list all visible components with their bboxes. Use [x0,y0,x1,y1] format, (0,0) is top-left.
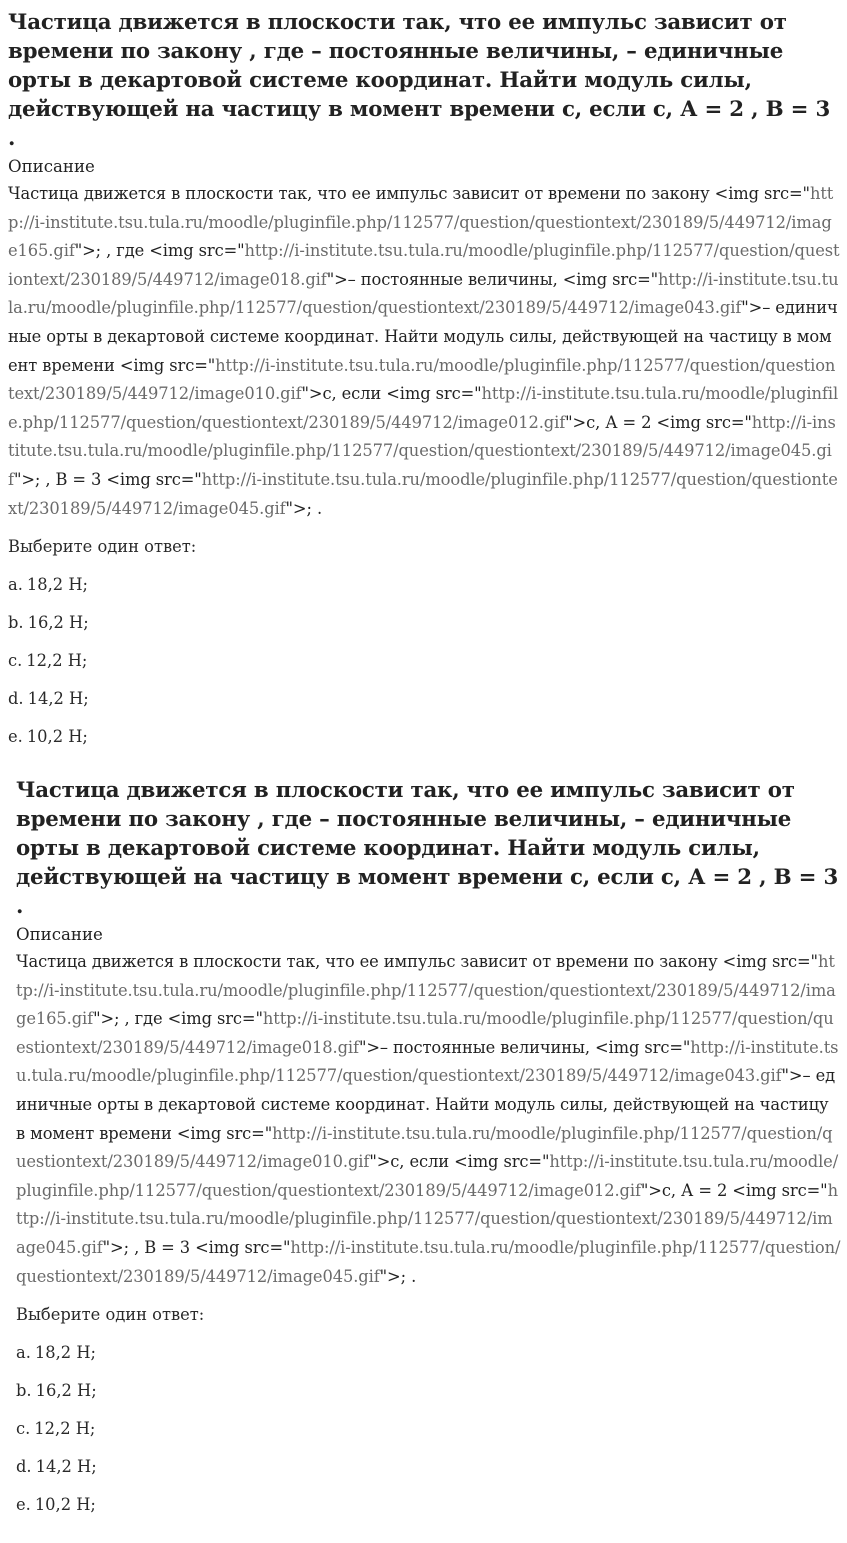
answer-option-a[interactable] [8,573,841,597]
answer-option-c[interactable] [16,1417,841,1441]
answer-list [8,573,841,749]
description-label: Описание [8,157,95,176]
description-url[interactable]: http://i-institute.tsu.tula.ru/moodle/pluginfile.php/112577/question/questiontext/230189/5/449712/image043.gif [8,269,839,318]
description-segment: ">; , В = 3 <img src=" [102,1237,291,1257]
question-title: Частица движется в плоскости так, что ее импульс зависит от времени по закону , где – постоянные величины, – единичные орты в декартовой системе координат. Найти модуль силы, действующей на частицу в момент времени с, если с, А = 2 , В = 3 . [8,10,831,151]
answer-text: 16,2 Н; [27,613,89,633]
answer-letter: c. [16,1419,31,1439]
question-block-2 [0,768,847,1517]
description-url[interactable]: http://i-institute.tsu.tula.ru/moodle/pluginfile.php/112577/question/questiontext/230189/5/449712/image045.gif [8,469,838,518]
question-title: Частица движется в плоскости так, что ее импульс зависит от времени по закону , где – постоянные величины, – единичные орты в декартовой системе координат. Найти модуль силы, действующей на частицу в момент времени с, если с, А = 2 , В = 3 . [16,778,839,919]
description-url[interactable]: http://i-institute.tsu.tula.ru/moodle/pluginfile.php/112577/question/questiontext/230189/5/449712/image018.gif [16,1009,834,1057]
description-segment: ">; . [379,1266,417,1286]
answer-letter: a. [8,575,23,595]
description-segment: ">с, если <img src=" [369,1152,550,1172]
answer-option-e[interactable] [16,1493,841,1517]
description-segment: Частица движется в плоскости так, что ее импульс зависит от времени по закону <img src=" [16,952,818,971]
answer-option-b[interactable] [8,611,841,635]
description-segment: ">– постоянные величины, <img src=" [358,1037,691,1057]
description-url[interactable]: http://i-institute.tsu.tula.ru/moodle/pluginfile.php/112577/question/questiontext/230189/5/449712/image018.gif [8,241,840,289]
answer-text: 12,2 Н; [26,651,88,671]
description-segment: ">с, если <img src=" [301,384,482,404]
description-body [8,180,841,523]
description-body [16,948,841,1291]
answer-letter: e. [8,727,23,747]
answer-option-d[interactable] [8,687,841,711]
description-url[interactable]: http://i-institute.tsu.tula.ru/moodle/pluginfile.php/112577/question/questiontext/230189/5/449712/image165.gif [8,184,834,261]
description-segment: ">; , где <img src=" [93,1009,263,1029]
answer-letter: b. [8,613,24,633]
answer-letter: d. [8,689,24,709]
answer-list [16,1341,841,1517]
description-url[interactable]: http://i-institute.tsu.tula.ru/moodle/pluginfile.php/112577/question/questiontext/230189/5/449712/image045.gif [16,1237,841,1286]
answer-text: 18,2 Н; [26,575,89,595]
description-segment: ">; , В = 3 <img src=" [13,469,202,489]
description-url[interactable]: http://i-institute.tsu.tula.ru/moodle/pluginfile.php/112577/question/questiontext/230189/5/449712/image045.gif [8,412,836,489]
answer-option-c[interactable] [8,649,841,673]
answer-letter: e. [16,1495,31,1515]
question-block-1 [0,0,847,749]
description-url[interactable]: http://i-institute.tsu.tula.ru/moodle/pluginfile.php/112577/question/questiontext/230189/5/449712/image010.gif [8,355,836,404]
description-segment: ">с, А = 2 <img src=" [565,412,752,432]
description-label: Описание [16,925,103,944]
description-url[interactable]: http://i-institute.tsu.tula.ru/moodle/pluginfile.php/112577/question/questiontext/230189/5/449712/image165.gif [16,952,836,1029]
description-url[interactable]: http://i-institute.tsu.tula.ru/moodle/pluginfile.php/112577/question/questiontext/230189/5/449712/image012.gif [16,1152,839,1200]
description-segment: ">– единичные орты в декартовой системе координат. Найти модуль силы, действующей на частицу в момент времени <img src=" [8,298,838,375]
answer-option-b[interactable] [16,1379,841,1403]
answer-letter: b. [16,1381,32,1401]
answer-text: 16,2 Н; [35,1381,97,1401]
description-segment: ">– постоянные величины, <img src=" [326,269,659,289]
description-segment: ">; . [285,498,323,518]
description-segment: Частица движется в плоскости так, что ее импульс зависит от времени по закону <img src=" [8,184,810,203]
answer-option-d[interactable] [16,1455,841,1479]
answer-letter: c. [8,651,23,671]
description-segment: ">; , где <img src=" [74,241,245,261]
description-url[interactable]: http://i-institute.tsu.tula.ru/moodle/pluginfile.php/112577/question/questiontext/230189/5/449712/image045.gif [16,1180,838,1257]
answer-letter: a. [16,1343,31,1363]
description-url[interactable]: http://i-institute.tsu.tula.ru/moodle/pluginfile.php/112577/question/questiontext/230189/5/449712/image010.gif [16,1123,833,1172]
description-segment: ">с, А = 2 <img src=" [640,1180,828,1200]
answer-text: 18,2 Н; [34,1343,97,1363]
answer-text: 12,2 Н; [34,1419,96,1439]
answer-text: 10,2 Н; [26,727,88,747]
description-url[interactable]: http://i-institute.tsu.tula.ru/moodle/pluginfile.php/112577/question/questiontext/230189/5/449712/image012.gif [8,384,839,432]
answer-letter: d. [16,1457,32,1477]
description-url[interactable]: http://i-institute.tsu.tula.ru/moodle/pluginfile.php/112577/question/questiontext/230189/5/449712/image043.gif [16,1037,839,1086]
choose-answer-label: Выберите один ответ: [8,537,197,557]
description-segment: ">– единичные орты в декартовой системе координат. Найти модуль силы, действующей на частицу в момент времени <img src=" [16,1066,836,1143]
answer-text: 10,2 Н; [34,1495,96,1515]
answer-text: 14,2 Н; [35,1457,97,1477]
answer-text: 14,2 Н; [27,689,89,709]
answer-option-e[interactable] [8,725,841,749]
answer-option-a[interactable] [16,1341,841,1365]
choose-answer-label: Выберите один ответ: [16,1305,205,1325]
